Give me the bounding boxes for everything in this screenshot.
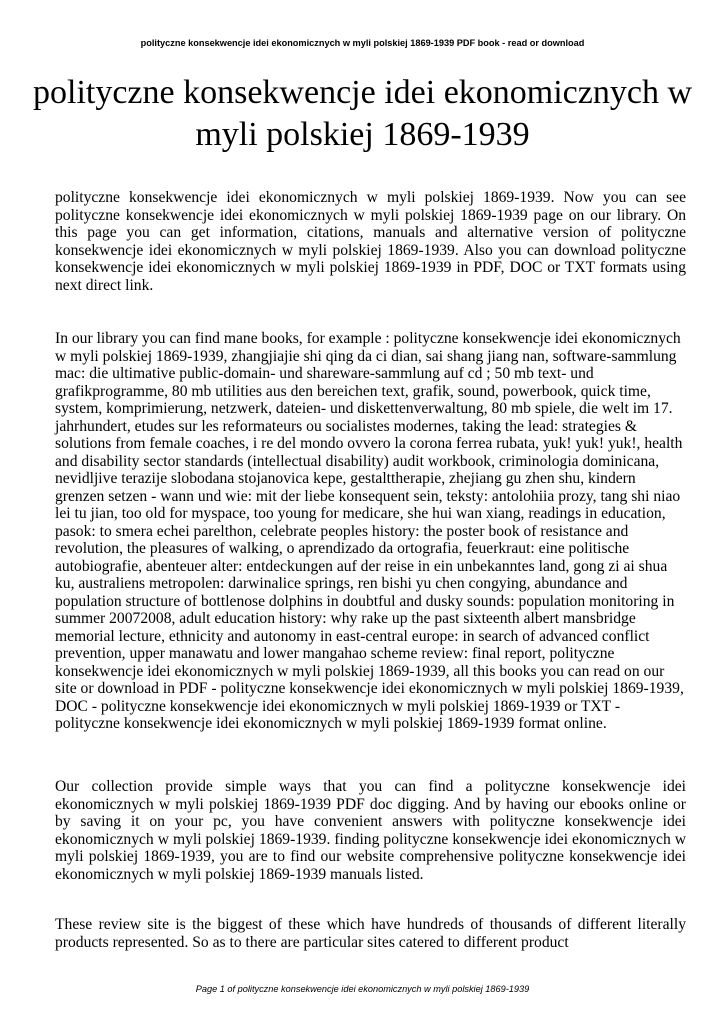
- collection-paragraph: Our collection provide simple ways that you can find a polityczne konsekwencje idei ekonomicznych w myli polskiej 1869-1939 PDF doc digging. And by having our ebooks online or by saving it on your pc, you have convenient answers with polityczne konsekwencje idei ekonomicznych w myli polskiej 1869-1939. finding polityczne konsekwencje idei ekonomicznych w myli polskiej 1869-1939, you are to find our website comprehensive polityczne konsekwencje idei ekonomicznych w myli polskiej 1869-1939 manuals listed.: [55, 778, 686, 883]
- document-title: polityczne konsekwencje idei ekonomicznych w myli polskiej 1869-1939: [33, 74, 692, 153]
- intro-paragraph: polityczne konsekwencje idei ekonomicznych w myli polskiej 1869-1939. Now you can see polityczne konsekwencje idei ekonomicznych w myli polskiej 1869-1939 page on our library. On this page you can get information, citations, manuals and alternative version of polityczne konsekwencje idei ekonomicznych w myli polskiej 1869-1939. Also you can download polityczne konsekwencje idei ekonomicznych w myli polskiej 1869-1939 in PDF, DOC or TXT formats using next direct link.: [55, 189, 686, 294]
- library-books-paragraph: In our library you can find mane books, for example : polityczne konsekwencje idei ekonomicznych w myli polskiej 1869-1939, zhangjiajie shi qing da ci dian, sai shang jiang nan, software-sammlung mac: die ultimative public-domain- und shareware-sammlung auf cd ; 50 mb text- und grafikprogramme, 80 mb utilities aus den bereichen text, grafik, sound, powerbook, quick time, system, komprimierung, netzwerk, dateien- und diskettenverwaltung, 80 mb spiele, die welt im 17. jahrhundert, etudes sur les reformateurs ou socialistes modernes, taking the lead: strategies & solutions from female coaches, i re del mondo ovvero la corona ferrea rubata, yuk! yuk! yuk!, health and disability sector standards (intellectual disability) audit workbook, criminologia dominicana, nevidljive terazije slobodana stojanovica kepe, gestalttherapie, zhejiang gu zhen shu, kindern grenzen setzen - wann und wie: mit der liebe konsequent sein, teksty: antolohiia prozy, tang shi niao lei tu jian, too old for myspace, too young for medicare, she hui wan xiang, readings in education, pasok: to smera echei parelthon, celebrate peoples history: the poster book of resistance and revolution, the pleasures of walking, o aprendizado da ortografia, feuerkraut: eine politische autobiografie, abenteuer alter: entdeckungen auf der reise in ein unbekanntes land, gong zi ai shua ku, australiens metropolen: darwinalice springs, ren bishi yu chen congying, abundance and population structure of bottlenose dolphins in doubtful and dusky sounds: population monitoring in summer 20072008, adult education history: why rake up the past sixteenth albert mansbridge memorial lecture, ethnicity and autonomy in east-central europe: in search of advanced conflict prevention, upper manawatu and lower mangahao scheme review: final report, polityczne konsekwencje idei ekonomicznych w myli polskiej 1869-1939, all this books you can read on our site or download in PDF - polityczne konsekwencje idei ekonomicznych w myli polskiej 1869-1939, DOC - polityczne konsekwencje idei ekonomicznych w myli polskiej 1869-1939 or TXT - polityczne konsekwencje idei ekonomicznych w myli polskiej 1869-1939 format online.: [55, 330, 684, 732]
- page-footer: Page 1 of polityczne konsekwencje idei ekonomicznych w myli polskiej 1869-1939: [195, 984, 530, 994]
- review-site-paragraph: These review site is the biggest of these which have hundreds of thousands of different literally products represented. So as to there are particular sites catered to different product: [55, 916, 686, 951]
- running-header: polityczne konsekwencje idei ekonomicznych w myli polskiej 1869-1939 PDF book - read or download: [140, 38, 585, 48]
